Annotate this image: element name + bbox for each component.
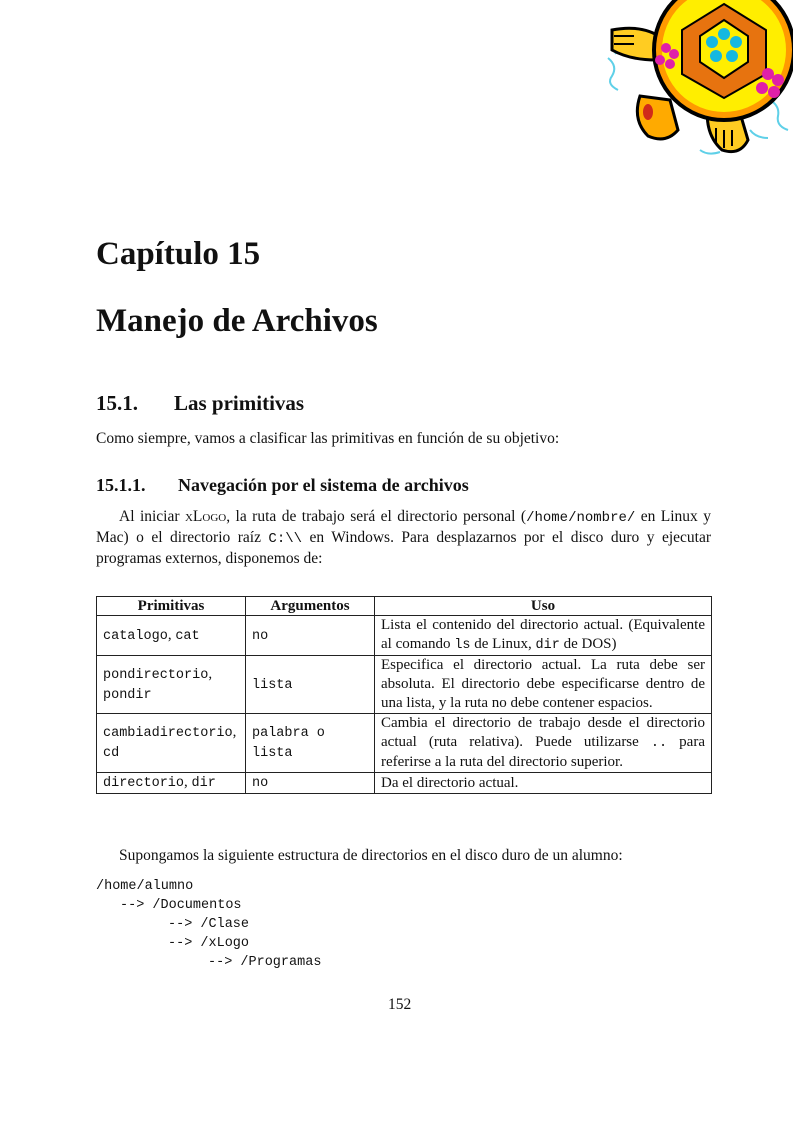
primitive-alias: dir	[191, 776, 216, 791]
tree-line-clase: --> /Clase	[168, 917, 250, 932]
subsection-title: Navegación por el sistema de archivos	[178, 475, 469, 495]
primitive-name: catalogo	[103, 628, 168, 644]
separator: ,	[184, 774, 192, 790]
usage-text: de DOS)	[559, 636, 617, 652]
page-number: 152	[388, 996, 412, 1013]
usage-cell: Especifica el directorio actual. La ruta debe ser absoluta. El directorio debe especificarse dentro de una lista, y la ruta no debe contener espacios.	[375, 656, 712, 714]
primitive-alias: cd	[103, 746, 120, 761]
table-row	[97, 773, 712, 794]
tree-line-programas: --> /Programas	[208, 955, 322, 970]
turtle-logo-image	[600, 0, 793, 170]
usage-cell	[375, 714, 712, 773]
arguments-value: no	[252, 628, 269, 644]
chapter-title-heading: Manejo de Archivos	[96, 303, 378, 339]
subsection-number: 15.1.1.	[96, 475, 146, 495]
separator: ,	[232, 724, 237, 740]
primitive-cell	[97, 773, 246, 794]
tree-line-xlogo: --> /xLogo	[168, 936, 250, 951]
primitive-cell	[97, 616, 246, 656]
header-primitivas: Primitivas	[97, 597, 246, 616]
separator: ,	[167, 626, 176, 643]
home-path-code: /home/nombre/	[526, 510, 636, 526]
section-intro-text: Como siempre, vamos a clasificar las primitivas en función de su objetivo:	[96, 430, 560, 447]
paragraph-text: , la ruta de trabajo será el directorio personal (	[226, 508, 527, 525]
arguments-value: lista	[252, 677, 293, 693]
primitive-cell	[97, 656, 246, 714]
header-argumentos: Argumentos	[246, 597, 375, 616]
usage-text: de Linux,	[470, 636, 536, 652]
primitives-table	[96, 596, 712, 794]
header-uso: Uso	[375, 597, 712, 616]
arguments-cell	[246, 656, 375, 714]
section-heading	[96, 391, 304, 416]
usage-code: dir	[535, 638, 560, 653]
primitive-cell	[97, 714, 246, 773]
paragraph-text: en Linux y Mac) o el directorio raíz	[96, 508, 711, 546]
primitive-name: cambiadirectorio	[103, 726, 233, 741]
arguments-value: palabra o lista	[252, 726, 325, 761]
arguments-cell	[246, 773, 375, 794]
intro-paragraph	[96, 507, 711, 569]
usage-text: Cambia el directorio de trabajo desde el directorio actual (ruta relativa). Puede utilizarse	[381, 715, 705, 750]
usage-text: para referirse a la ruta del directorio superior.	[381, 734, 705, 770]
brand-x: x	[184, 508, 193, 525]
arguments-value: no	[252, 776, 269, 791]
brand-name	[185, 508, 226, 525]
paragraph-text: Al iniciar	[119, 508, 185, 525]
usage-code: ..	[650, 736, 668, 751]
usage-code: ls	[454, 638, 471, 653]
paragraph-text: en Windows. Para desplazarnos por el disco duro y ejecutar programas externos, disponemos de:	[96, 529, 711, 567]
section-title: Las primitivas	[174, 391, 305, 415]
structure-intro-text: Supongamos la siguiente estructura de directorios en el disco duro de un alumno:	[119, 847, 623, 864]
table-row	[97, 656, 712, 714]
subsection-heading	[96, 475, 469, 496]
section-number: 15.1.	[96, 391, 138, 415]
usage-cell	[375, 616, 712, 656]
primitive-name: directorio	[103, 776, 185, 791]
root-path-code: C:\\	[268, 531, 303, 547]
primitive-name: pondirectorio	[103, 667, 209, 683]
separator: ,	[208, 665, 213, 682]
usage-text: Lista el contenido del directorio actual. (Equivalente al comando	[381, 617, 705, 652]
tree-line-root: /home/alumno	[96, 879, 194, 894]
brand-logo: Logo	[192, 508, 227, 525]
primitive-alias: cat	[175, 628, 200, 644]
chapter-number-heading: Capítulo 15	[96, 236, 261, 272]
arguments-cell	[246, 616, 375, 656]
table-header-row	[97, 597, 712, 616]
tree-line-documentos: --> /Documentos	[120, 898, 242, 913]
usage-cell: Da el directorio actual.	[375, 773, 712, 794]
table-row	[97, 714, 712, 773]
primitive-alias: pondir	[103, 687, 152, 703]
arguments-cell	[246, 714, 375, 773]
table-row	[97, 616, 712, 656]
